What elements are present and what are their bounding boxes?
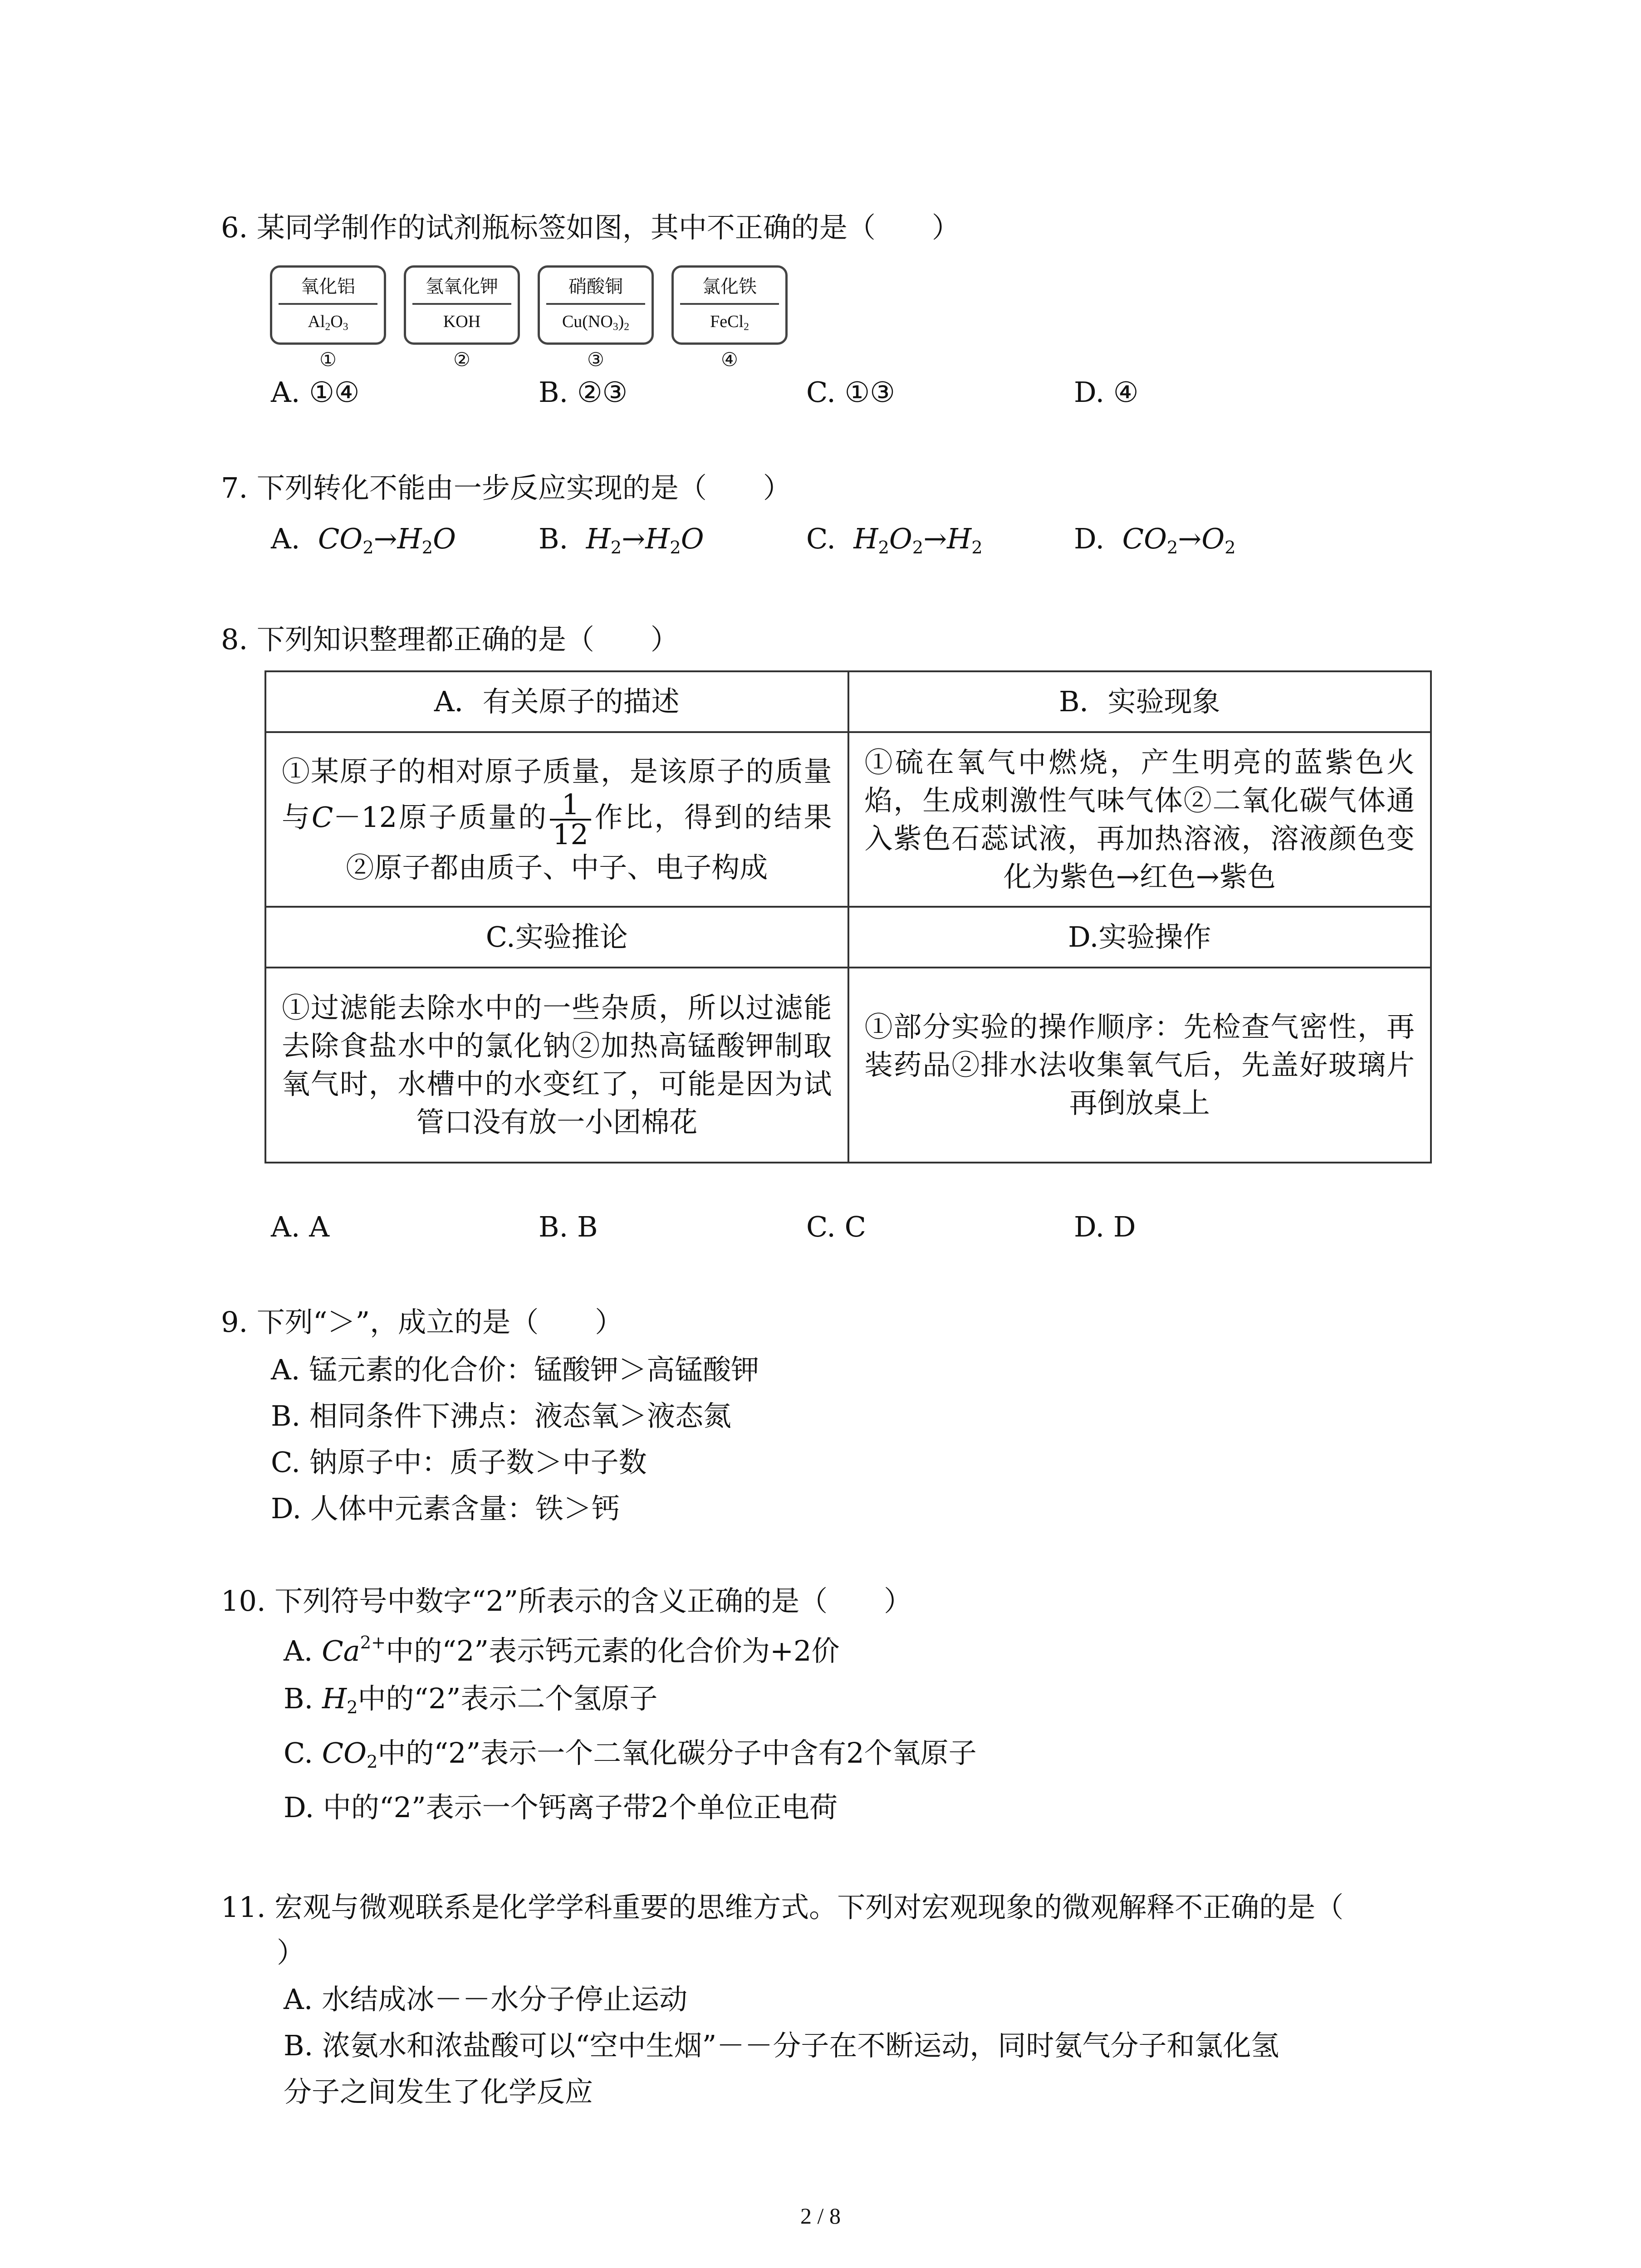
q11-option-b-continued: 分子之间发生了化学反应 bbox=[284, 2075, 593, 2108]
option-formula: $H_2\to H_2O$ bbox=[586, 522, 704, 558]
q8-stem: 8. 下列知识整理都正确的是（ ） bbox=[221, 623, 679, 656]
option-formula: $CO_2\to O_2$ bbox=[1122, 522, 1236, 558]
q11-stem-continued: ） bbox=[277, 1936, 305, 1969]
reagent-label-3 bbox=[538, 265, 654, 345]
reagent-name: 氢氧化钾 bbox=[426, 276, 498, 297]
q11-option-a[interactable]: A. 水结成冰－－水分子停止运动 bbox=[284, 1983, 688, 2016]
reagent-label-number: ④ bbox=[721, 348, 738, 371]
label-divider bbox=[546, 303, 645, 305]
table-head-d: D.实验操作 bbox=[848, 907, 1431, 968]
reagent-name: 氧化铝 bbox=[301, 276, 355, 297]
q7-option-d[interactable] bbox=[1074, 521, 1236, 566]
table-cell-b: ①硫在氧气中燃烧，产生明亮的蓝紫色火焰，生成刺激性气味气体②二氧化碳气体通入紫色石蕊试液，再加热溶液，溶液颜色变化为紫色→红色→紫色 bbox=[848, 732, 1431, 907]
table-head-c: C.实验推论 bbox=[265, 907, 848, 968]
option-formula: $H_2O_2\to H_2$ bbox=[853, 522, 983, 558]
option-letter: B. bbox=[539, 522, 568, 555]
reagent-labels bbox=[270, 265, 814, 372]
label-divider bbox=[412, 303, 511, 305]
q11-stem: 11. 宏观与微观联系是化学学科重要的思维方式。下列对宏观现象的微观解释不正确的是（ bbox=[221, 1891, 1344, 1924]
label-divider bbox=[279, 303, 377, 305]
q9-option-b[interactable]: B. 相同条件下沸点：液态氧＞液态氮 bbox=[271, 1399, 731, 1432]
q7-option-b[interactable] bbox=[539, 521, 704, 566]
option-letter: D. bbox=[1074, 522, 1105, 555]
q9-option-a[interactable]: A. 锰元素的化合价：锰酸钾＞高锰酸钾 bbox=[271, 1353, 759, 1386]
table-head-a: A．有关原子的描述 bbox=[265, 671, 848, 732]
table-cell-a: ①某原子的相对原子质量，是该原子的质量与C－12原子质量的 $\frac{1}{12}$ 作比，得到的结果②原子都由质子、中子、电子构成 bbox=[265, 732, 848, 907]
q6-option-b[interactable]: B. ②③ bbox=[539, 376, 628, 409]
table-head-b: B．实验现象 bbox=[848, 671, 1431, 732]
q9-stem: 9. 下列“＞”，成立的是（ ） bbox=[221, 1305, 623, 1339]
knowledge-table bbox=[265, 670, 1432, 1163]
reagent-label-4 bbox=[671, 265, 788, 345]
reagent-label-2 bbox=[404, 265, 520, 345]
reagent-name: 氯化铁 bbox=[702, 276, 757, 297]
q7-option-a[interactable] bbox=[271, 521, 456, 566]
q6-option-a[interactable]: A. ①④ bbox=[271, 376, 360, 409]
reagent-formula: $Al_2O_3$ bbox=[308, 312, 348, 333]
q7-option-c[interactable] bbox=[806, 521, 983, 566]
reagent-label-number: ① bbox=[319, 348, 337, 371]
page-number: 2 / 8 bbox=[800, 2203, 841, 2229]
reagent-label-number: ② bbox=[453, 348, 470, 371]
q8-option-d[interactable]: D. D bbox=[1074, 1210, 1136, 1243]
reagent-formula: $Cu(NO_3)_2$ bbox=[562, 312, 630, 333]
option-letter: C. bbox=[806, 522, 836, 555]
q10-option-a[interactable]: A. $Ca^{2+}$中的“2”表示钙元素的化合价为+2价 bbox=[284, 1633, 840, 1667]
q8-option-b[interactable]: B. B bbox=[539, 1210, 598, 1243]
q8-option-c[interactable]: C. C bbox=[806, 1210, 867, 1243]
reagent-label-1 bbox=[270, 265, 386, 345]
q8-option-a[interactable]: A. A bbox=[271, 1210, 329, 1243]
table-cell-d: ①部分实验的操作顺序：先检查气密性，再装药品②排水法收集氧气后，先盖好玻璃片再倒放桌上 bbox=[848, 968, 1431, 1163]
q10-option-c[interactable]: C. $CO_2$中的“2”表示一个二氧化碳分子中含有2个氧原子 bbox=[284, 1736, 977, 1772]
reagent-name: 硝酸铜 bbox=[568, 276, 623, 297]
q10-option-d[interactable]: D. 中的“2”表示一个钙离子带2个单位正电荷 bbox=[284, 1791, 838, 1824]
q7-stem: 7. 下列转化不能由一步反应实现的是（ ） bbox=[221, 471, 791, 504]
q9-option-c[interactable]: C. 钠原子中：质子数＞中子数 bbox=[271, 1446, 647, 1479]
reagent-formula: KOH bbox=[443, 312, 481, 331]
q6-stem: 6. 某同学制作的试剂瓶标签如图，其中不正确的是（ ） bbox=[221, 211, 960, 244]
q10-stem: 10. 下列符号中数字“2”所表示的含义正确的是（ ） bbox=[221, 1584, 912, 1618]
option-formula: $CO_2\to H_2O$ bbox=[318, 522, 456, 558]
q9-option-d[interactable]: D. 人体中元素含量：铁＞钙 bbox=[271, 1492, 620, 1525]
reagent-formula: FeCl$_2$ bbox=[710, 312, 749, 333]
q6-option-c[interactable]: C. ①③ bbox=[806, 376, 895, 409]
label-divider bbox=[680, 303, 779, 305]
q6-option-d[interactable]: D. ④ bbox=[1074, 376, 1139, 409]
option-letter: A. bbox=[271, 522, 300, 555]
table-cell-c: ①过滤能去除水中的一些杂质，所以过滤能去除食盐水中的氯化钠②加热高锰酸钾制取氧气时，水槽中的水变红了，可能是因为试管口没有放一小团棉花 bbox=[265, 968, 848, 1163]
reagent-label-number: ③ bbox=[587, 348, 604, 371]
q11-option-b[interactable]: B. 浓氨水和浓盐酸可以“空中生烟”－－分子在不断运动，同时氨气分子和氯化氢 bbox=[284, 2029, 1279, 2062]
q10-option-b[interactable]: B. $H_2$中的“2”表示二个氢原子 bbox=[284, 1682, 658, 1718]
